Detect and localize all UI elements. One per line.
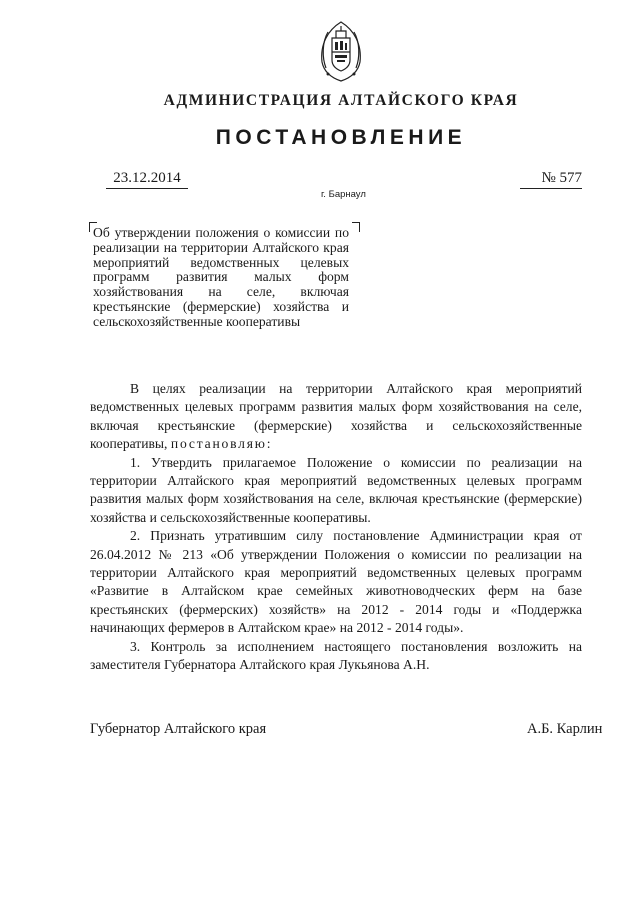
coat-of-arms-icon xyxy=(316,18,366,84)
subject-corner-right xyxy=(352,222,360,232)
signatory-name: А.Б. Карлин xyxy=(527,721,603,737)
document-date: 23.12.2014 xyxy=(106,170,188,189)
signatory-title: Губернатор Алтайского края xyxy=(90,721,267,737)
item-3: 3. Контроль за исполнением настоящего постановления возложить на заместителя Губернатора Алтайского края Лукьянова А.Н. xyxy=(90,638,582,673)
document-type: ПОСТАНОВЛЕНИЕ xyxy=(215,126,467,149)
preamble-text: В целях реализации на территории Алтайского края мероприятий ведомственных целевых программ развития малых форм хозяйствования на селе, включая крестьянские (фермерские) хозяйства и сельскохозяйственные кооперативы, xyxy=(90,381,582,452)
agency-name: АДМИНИСТРАЦИЯ АЛТАЙСКОГО КРАЯ xyxy=(163,92,519,109)
item-2: 2. Признать утратившим силу постановление Администрации края от 26.04.2012 № 213 «Об утверждении Положения о комиссии по реализации на территории Алтайского края мероприятий ведомственных целевых программ «Развитие в Алтайском крае семейных животноводческих ферм на базе крестьянских (фермерских) хозяйств» на 2012 - 2014 годы и «Поддержка начинающих фермеров в Алтайском крае» на 2012 - 2014 годы». xyxy=(90,528,582,636)
subject-title: Об утверждении положения о комиссии по реализации на территории Алтайского края мероприятий ведомственных целевых программ развития малых форм хозяйствования на селе, включая крестьянские (фермерские) хозяйства и сельскохозяйственные кооперативы xyxy=(93,225,349,329)
decree-word: постановляю: xyxy=(170,436,273,452)
document-body xyxy=(90,380,582,675)
item-1: 1. Утвердить прилагаемое Положение о комиссии по реализации на территории Алтайского края мероприятий ведомственных целевых программ развития малых форм хозяйствования на селе, включая крестьянские (фермерские) хозяйства и сельскохозяйственные кооперативы. xyxy=(90,454,582,525)
preamble xyxy=(90,380,582,454)
document-number: № 577 xyxy=(520,170,582,189)
city-label: г. Барнаул xyxy=(321,189,366,200)
